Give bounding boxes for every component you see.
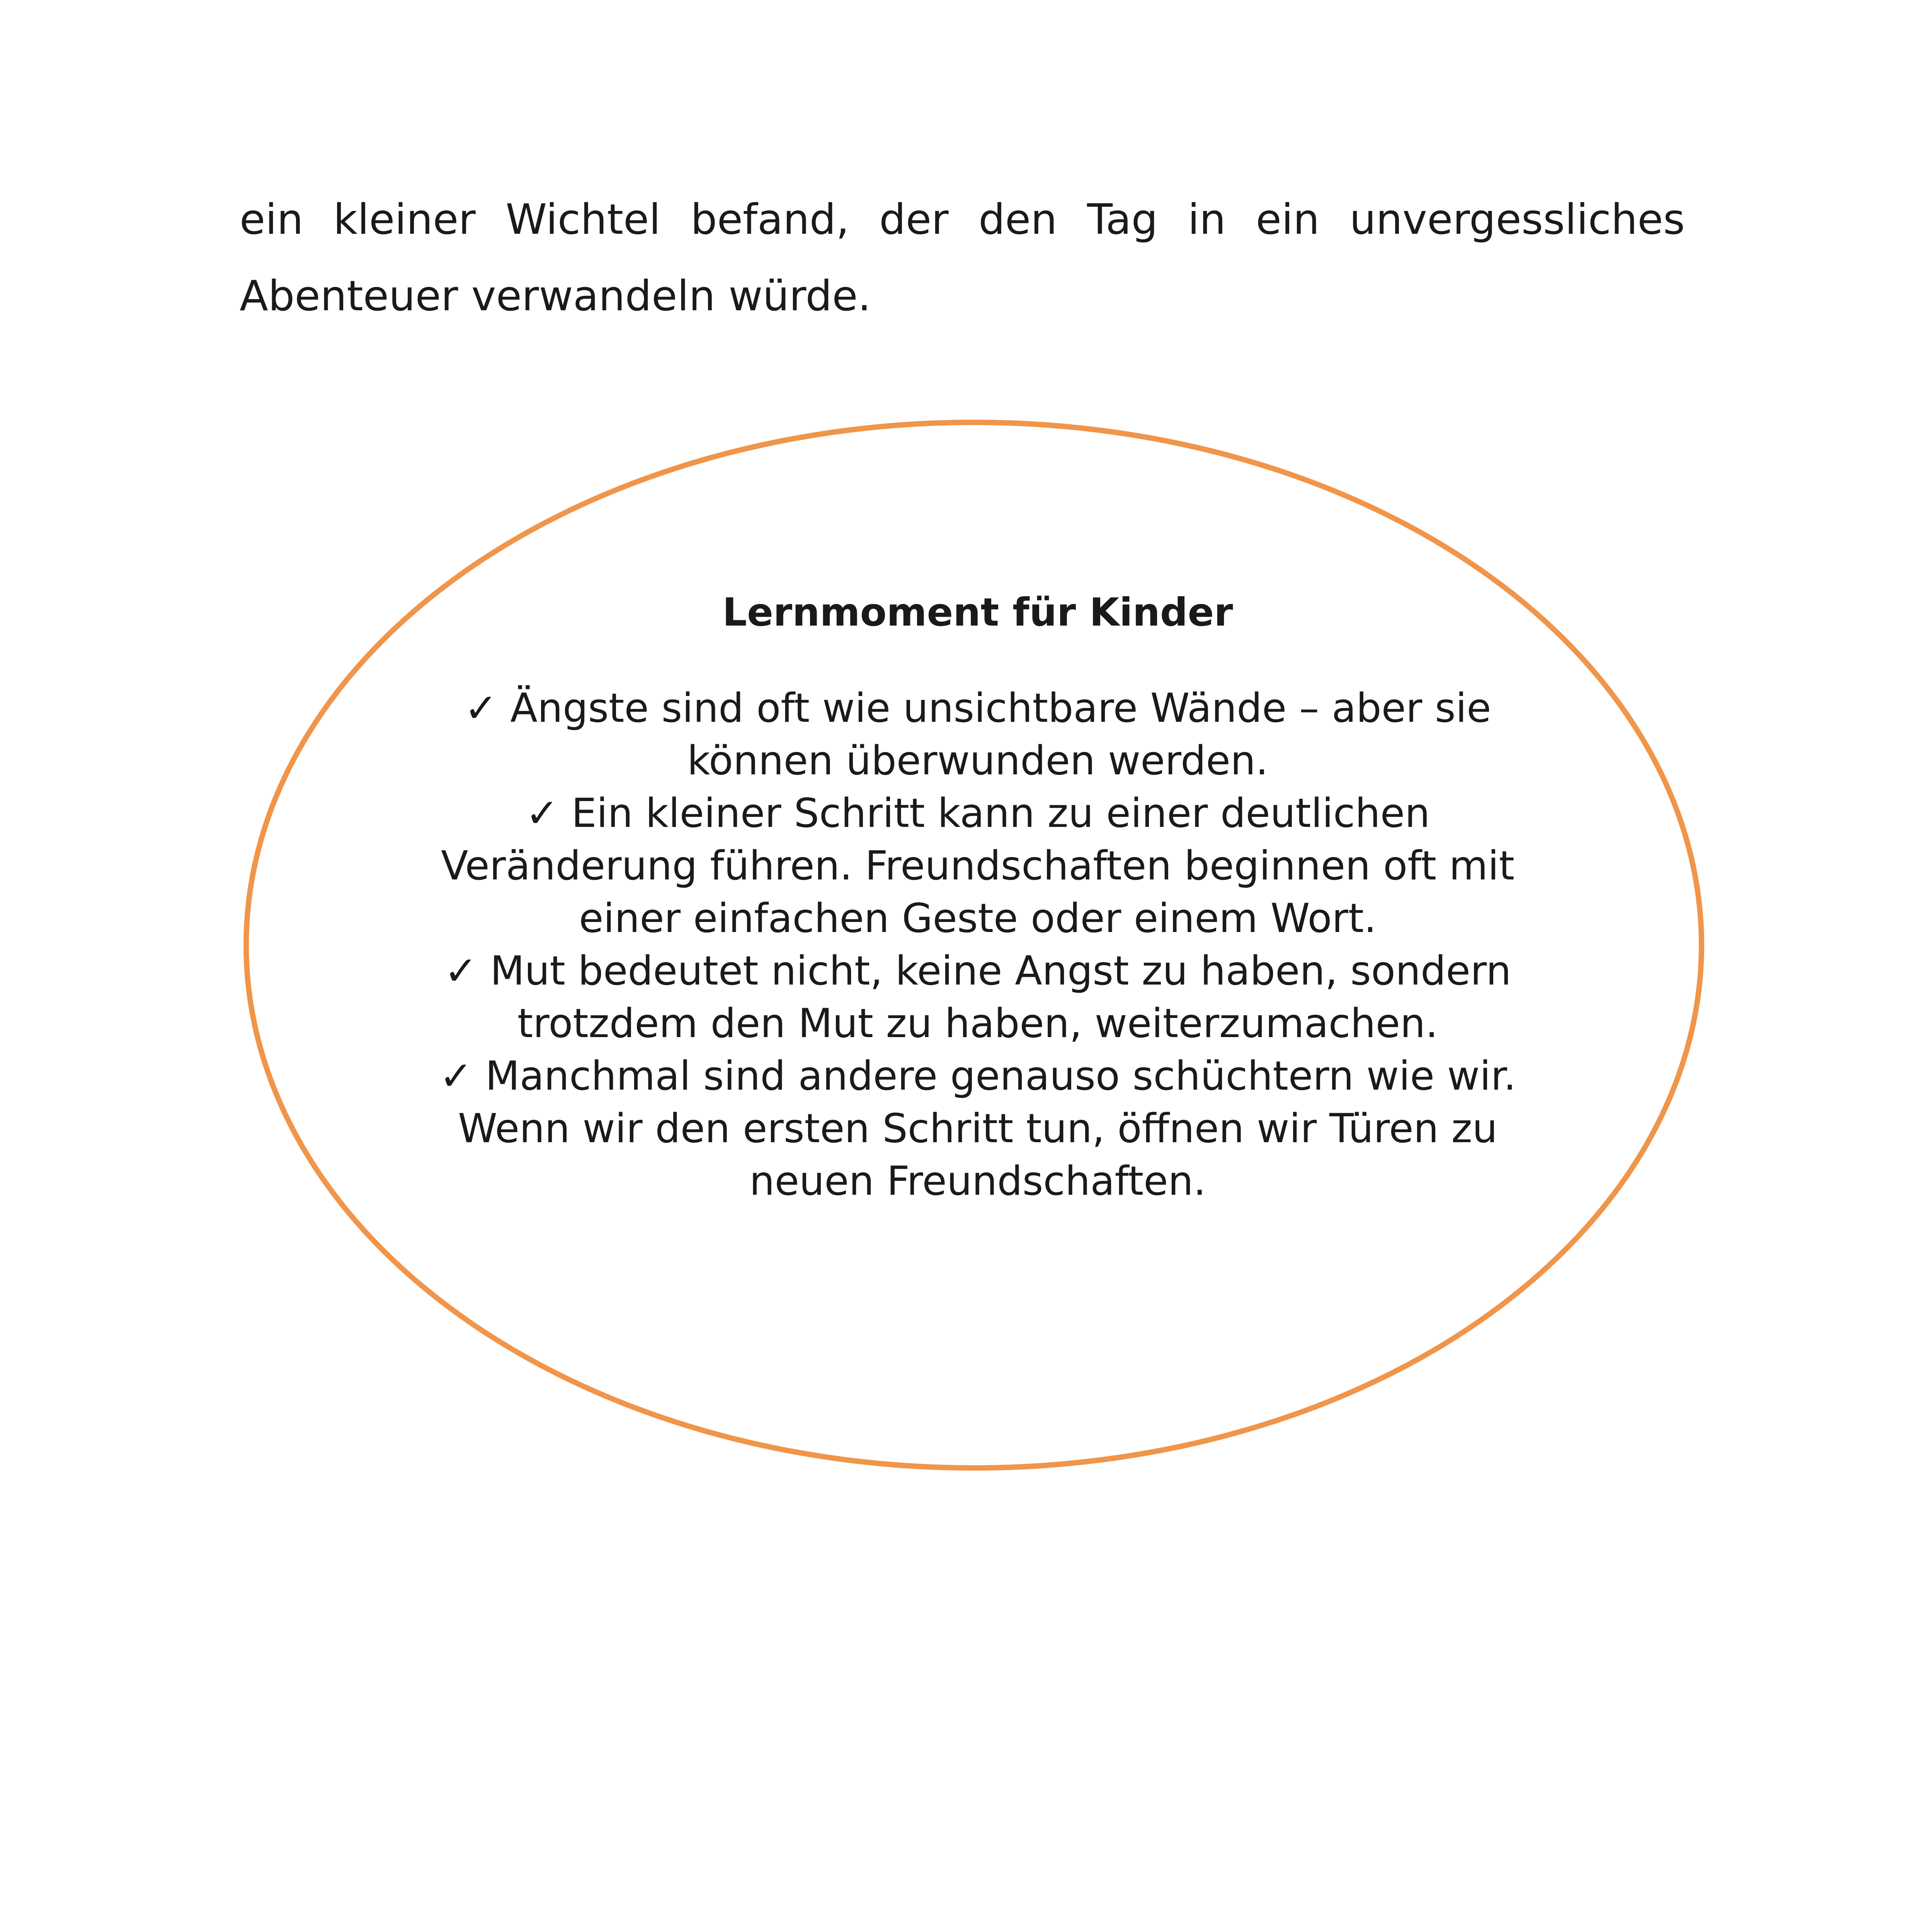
lernmoment-item: ✓ Ängste sind oft wie unsichtbare Wände – aber sie können überwunden werden. bbox=[464, 685, 1491, 784]
paragraph-line-2: Abenteuer verwandeln würde. bbox=[240, 272, 871, 320]
paragraph-line-1: ein kleiner Wichtel befand, der den Tag in ein unvergessliches bbox=[240, 196, 1685, 244]
lernmoment-item: ✓ Ein kleiner Schritt kann zu einer deutlichen Veränderung führen. Freundschaften beginnen oft mit einer einfachen Geste oder einem Wort. bbox=[441, 790, 1515, 942]
lernmoment-title: Lernmoment für Kinder bbox=[722, 590, 1233, 635]
body-paragraph bbox=[240, 182, 1685, 335]
lernmoment-box bbox=[425, 587, 1530, 1208]
lernmoment-list bbox=[425, 682, 1530, 1208]
lernmoment-item: ✓ Mut bedeutet nicht, keine Angst zu haben, sondern trotzdem den Mut zu haben, weiterzumachen. bbox=[444, 948, 1511, 1047]
lernmoment-item: ✓ Manchmal sind andere genauso schüchtern wie wir. Wenn wir den ersten Schritt tun, öffnen wir Türen zu neuen Freundschaften. bbox=[439, 1053, 1516, 1204]
